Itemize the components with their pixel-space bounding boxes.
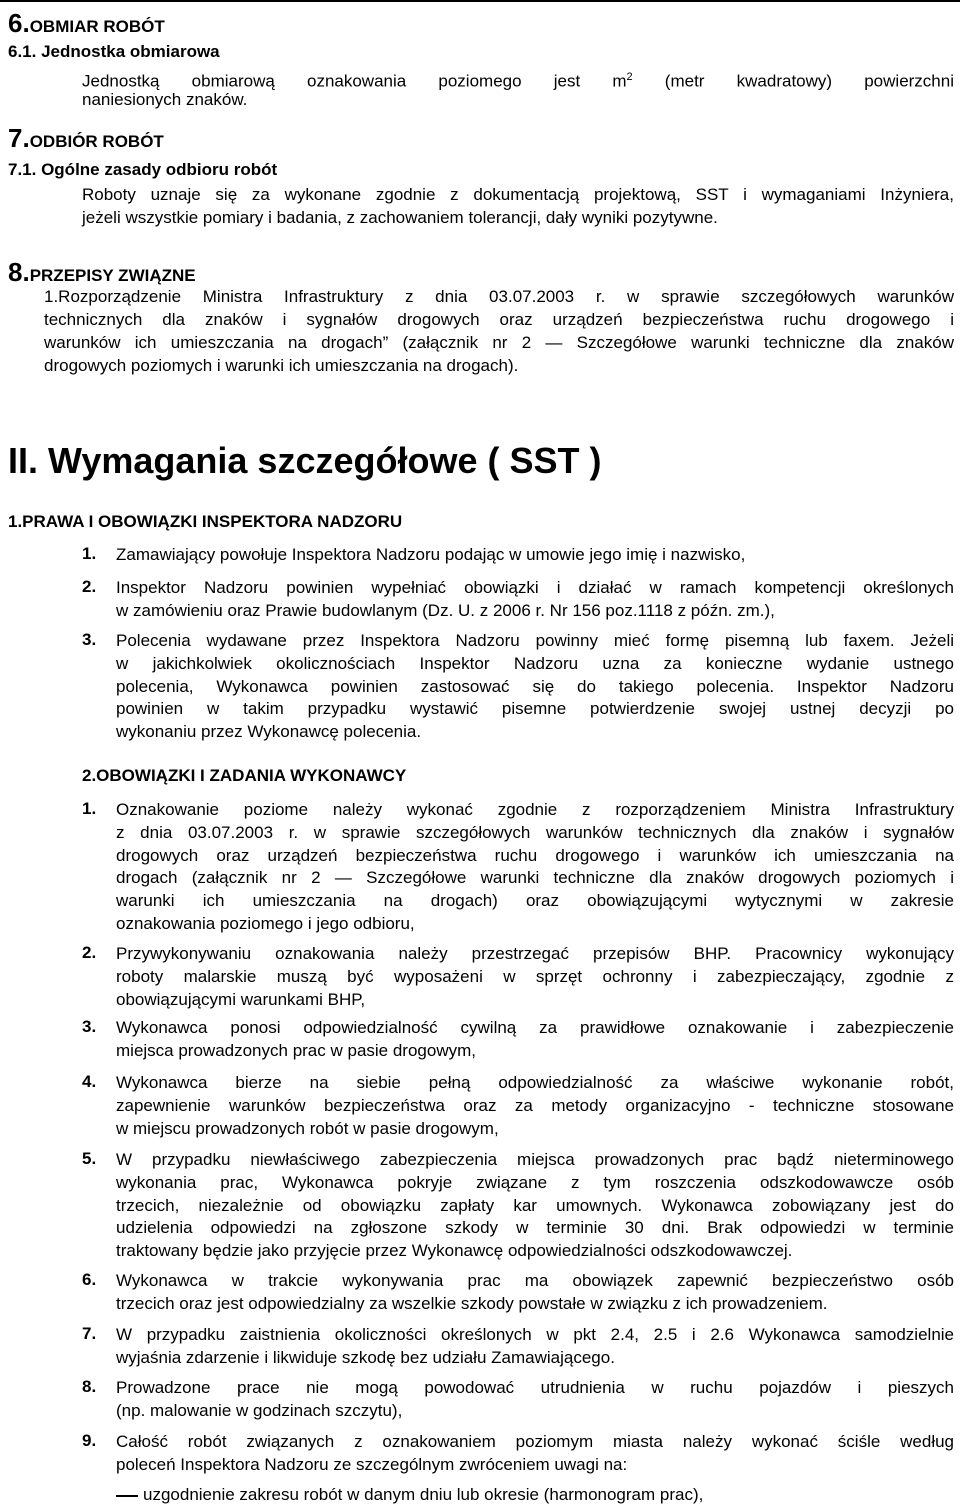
list-item-text: wykonania prac, Wykonawca pokryje związane z tym roszczenia odszkodowawcze osób — [116, 1172, 954, 1192]
list-item-number: 6. — [82, 1270, 97, 1289]
list-item-text: zapewnienie warunków bezpieczeństwa oraz za metody organizacyjno - techniczne stosowane — [116, 1095, 954, 1115]
paragraph-text: jeżeli wszystkie pomiary i badania, z zachowaniem tolerancji, dały wyniki pozytywne. — [82, 208, 718, 227]
contractor-heading: 2.OBOWIĄZKI I ZADANIA WYKONAWCY — [82, 766, 407, 785]
list-item-text: W przypadku niewłaściwego zabezpieczenia miejsca prowadzonych prac bądź nieterminowego — [116, 1150, 954, 1169]
section-number: 6. — [8, 8, 30, 38]
list-item-text: Zamawiający powołuje Inspektora Nadzoru podając w umowie jego imię i nazwisko, — [116, 545, 746, 564]
list-item-number: 1. — [82, 799, 97, 818]
list-item-text: drogach (załącznik nr 2 ― Szczegółowe warunki techniczne dla znaków drogowych poziomych i — [116, 868, 954, 888]
list-item-text: w miejscu prowadzonych robót w pasie drogowym, — [116, 1118, 499, 1138]
section-number: 8. — [8, 257, 30, 287]
list-item-number: 5. — [82, 1149, 97, 1168]
list-item-number: 9. — [82, 1431, 97, 1450]
superscript: 2 — [626, 71, 633, 83]
subsection-7-1-title: 7.1. Ogólne zasady odbioru robót — [8, 160, 278, 179]
list-item-text: obowiązującymi warunkami BHP, — [116, 989, 366, 1009]
section-number: 7. — [8, 123, 30, 153]
list-item-text: (np. malowanie w godzinach szczytu), — [116, 1400, 403, 1420]
section-7-heading — [8, 123, 164, 154]
list-item-text: warunki ich umieszczania na drogach) oraz obowiązującymi wytycznymi w zakresie — [116, 891, 954, 911]
list-item-number: 2. — [82, 577, 97, 596]
list-item-text: Wykonawca bierze na siebie pełną odpowiedzialność za właściwe wykonanie robót, — [116, 1073, 954, 1092]
list-item-text: powinien w takim przypadku wystawić pisemne potwierdzenie swojej ustnej decyzji po — [116, 699, 954, 719]
list-item-text: oznakowania poziomego i jego odbioru, — [116, 914, 415, 933]
list-item-text: wykonaniu przez Wykonawcę polecenia. — [116, 722, 422, 742]
list-item-text: Oznakowanie poziome należy wykonać zgodnie z rozporządzeniem Ministra Infrastruktury — [116, 800, 954, 819]
paragraph-text: 1.Rozporządzenie Ministra Infrastruktury z dnia 03.07.2003 r. w sprawie szczegółowych warunków — [44, 287, 954, 306]
list-item-text: w zamówieniu oraz Prawie budowlanym (Dz. U. z 2006 r. Nr 156 poz.1118 z późn. zm.), — [116, 600, 775, 620]
list-item-text: Całość robót związanych z oznakowaniem poziomym miasta należy wykonać ściśle według — [116, 1432, 954, 1451]
list-item-number: 8. — [82, 1377, 97, 1396]
list-item-text: Polecenia wydawane przez Inspektora Nadzoru powinny mieć formę pisemną lub faxem. Jeżeli — [116, 631, 954, 650]
section-6-heading — [8, 8, 165, 39]
paragraph-text: drogowych poziomych i warunki ich umieszczania na drogach). — [44, 356, 519, 375]
list-item-text: Wykonawca ponosi odpowiedzialność cywilną za prawidłowe oznakowanie i zabezpieczenie — [116, 1018, 954, 1037]
list-item-text: drogowych oraz urządzeń bezpieczeństwa ruchu drogowego i warunków ich umieszczania na — [116, 845, 954, 865]
section-title: PRZEPISY ZWIĄZNE — [29, 266, 196, 285]
list-item-text: Przywykonywaniu oznakowania należy przestrzegać przepisów BHP. Pracownicy wykonujący — [116, 944, 954, 963]
list-item-text: udzielenia odpowiedzi na zgłoszone szkody w terminie 30 dni. Brak odpowiedzi w terminie — [116, 1218, 954, 1238]
paragraph-text: Roboty uznaje się za wykonane zgodnie z dokumentacją projektową, SST i wymaganiami Inżyniera, — [82, 185, 954, 204]
paragraph-text: technicznych dla znaków i sygnałów drogowych oraz urządzeń bezpieczeństwa ruchu drogowego i — [44, 310, 954, 329]
list-item-text: Prowadzone prace nie mogą powodować utrudnienia w ruchu pojazdów i pieszych — [116, 1378, 954, 1397]
list-item-text: w jakichkolwiek okolicznościach Inspektor Nadzoru uzna za konieczne wydanie ustnego — [116, 653, 954, 673]
subsection-6-1-title: 6.1. Jednostka obmiarowa — [8, 42, 220, 61]
list-item-number: 3. — [82, 1017, 97, 1036]
list-item-text: traktowany będzie jako przyjęcie przez Wykonawcę odpowiedzialności odszkodowawczej. — [116, 1241, 793, 1261]
list-item-text: z dnia 03.07.2003 r. w sprawie szczegółowych warunków technicznych dla znaków i sygnałów — [116, 822, 954, 842]
list-item-number: 3. — [82, 630, 97, 649]
list-item-text: miejsca prowadzonych prac w pasie drogowym, — [116, 1040, 476, 1060]
list-item-text: W przypadku zaistnienia okoliczności określonych w pkt 2.4, 2.5 i 2.6 Wykonawca samodzielnie — [116, 1325, 954, 1344]
section-title: OBMIAR ROBÓT — [29, 17, 165, 36]
list-item-text: poleceń Inspektora Nadzoru ze szczególnym zwróceniem uwagi na: — [116, 1454, 628, 1474]
text-fragment: Jednostką obmiarową oznakowania poziomego jest m — [82, 71, 627, 91]
text-fragment: (metr kwadratowy) powierzchni — [632, 71, 954, 91]
list-item-text: wyjaśnia zdarzenie i likwiduje szkodę bez udziału Zamawiającego. — [116, 1347, 615, 1367]
list-item-text: Inspektor Nadzoru powinien wypełniać obowiązki i działać w ramach kompetencji określonych — [116, 578, 954, 597]
list-item-number: 4. — [82, 1072, 97, 1091]
list-item-number: 2. — [82, 943, 97, 962]
list-item-text: trzecich oraz jest odpowiedzialny za wszelkie szkody powstałe w związku z ich prowadzeniem. — [116, 1293, 828, 1313]
section-8-heading — [8, 257, 196, 288]
list-item-number: 7. — [82, 1324, 97, 1343]
part-2-title: II. Wymagania szczegółowe ( SST ) — [8, 440, 602, 481]
dash-bullet — [116, 1495, 138, 1497]
list-item-text: roboty malarskie muszą być wyposażeni w sprzęt ochronny i zabezpieczający, zgodnie z — [116, 966, 954, 986]
list-sub-item: uzgodnienie zakresu robót w danym dniu lub okresie (harmonogram prac), — [143, 1485, 704, 1504]
list-item-text: polecenia, Wykonawca powinien zastosować się do takiego polecenia. Inspektor Nadzoru — [116, 676, 954, 696]
inspector-heading: 1.PRAWA I OBOWIĄZKI INSPEKTORA NADZORU — [8, 512, 403, 531]
list-item-text: Wykonawca w trakcie wykonywania prac ma obowiązek zapewnić bezpieczeństwo osób — [116, 1271, 954, 1290]
paragraph-text: naniesionych znaków. — [82, 90, 248, 109]
list-item-text: trzecich, niezależnie od obowiązku zapłaty kar umownych. Wykonawca zobowiązany jest do — [116, 1195, 954, 1215]
list-item-number: 1. — [82, 544, 97, 563]
section-title: ODBIÓR ROBÓT — [29, 132, 164, 151]
paragraph-text: warunków ich umieszczania na drogach” (załącznik nr 2 ― Szczegółowe warunki techniczne dla znaków — [44, 333, 954, 352]
